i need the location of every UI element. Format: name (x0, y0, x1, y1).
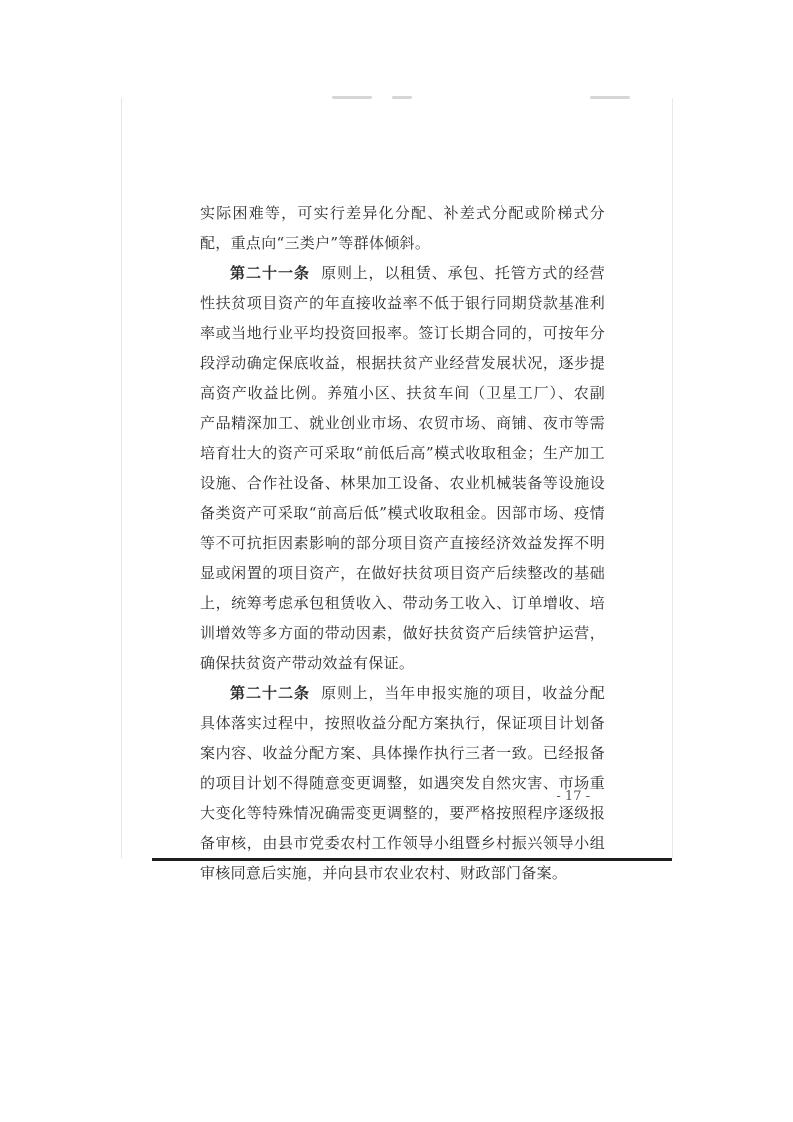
article-number: 第二十二条 (230, 684, 310, 702)
paragraph-article-21 (200, 258, 605, 678)
document-body (200, 198, 605, 888)
paragraph-text: 原则上，当年申报实施的项目，收益分配具体落实过程中，按照收益分配方案执行，保证项目计划备案内容、收益分配方案、具体操作执行三者一致。已经报备的项目计划不得随意变更调整，如遇突发自然灾害、市场重大变化等特殊情况确需变更调整的，要严格按照程序逐级报备审核，由县市党委农村工作领导小组暨乡村振兴领导小组审核同意后实施，并向县市农业农村、财政部门备案。 (200, 684, 605, 882)
paragraph-article-22 (200, 678, 605, 888)
paragraph-text: 原则上，以租赁、承包、托管方式的经营性扶贫项目资产的年直接收益率不低于银行同期贷款基准利率或当地行业平均投资回报率。签订长期合同的，可按年分段浮动确定保底收益，根据扶贫产业经营发展状况，逐步提高资产收益比例。养殖小区、扶贫车间（卫星工厂）、农副产品精深加工、就业创业市场、农贸市场、商铺、夜市等需培育壮大的资产可采取“前低后高”模式收取租金；生产加工设施、合作社设备、林果加工设备、农业机械装备等设施设备类资产可采取“前高后低”模式收取租金。因部市场、疫情等不可抗拒因素影响的部分项目资产直接经济效益发挥不明显或闲置的项目资产，在做好扶贫项目资产后续整改的基础上，统筹考虑承包租赁收入、带动务工收入、订单增收、培训增效等多方面的带动因素，做好扶贫资产后续管护运营，确保扶贫资产带动效益有保证。 (200, 264, 605, 672)
scan-smudge (392, 96, 412, 99)
article-number: 第二十一条 (230, 264, 310, 282)
scan-smudge (590, 96, 630, 99)
page-number: - 17 - (556, 789, 590, 804)
page-edge-left (121, 98, 122, 858)
page-edge-right (672, 98, 673, 858)
paragraph-continuation (200, 198, 605, 258)
page-bottom-edge (152, 858, 672, 861)
scan-smudge (332, 96, 372, 99)
paragraph-text: 实际困难等，可实行差异化分配、补差式分配或阶梯式分配，重点向“三类户”等群体倾斜。 (200, 204, 605, 252)
